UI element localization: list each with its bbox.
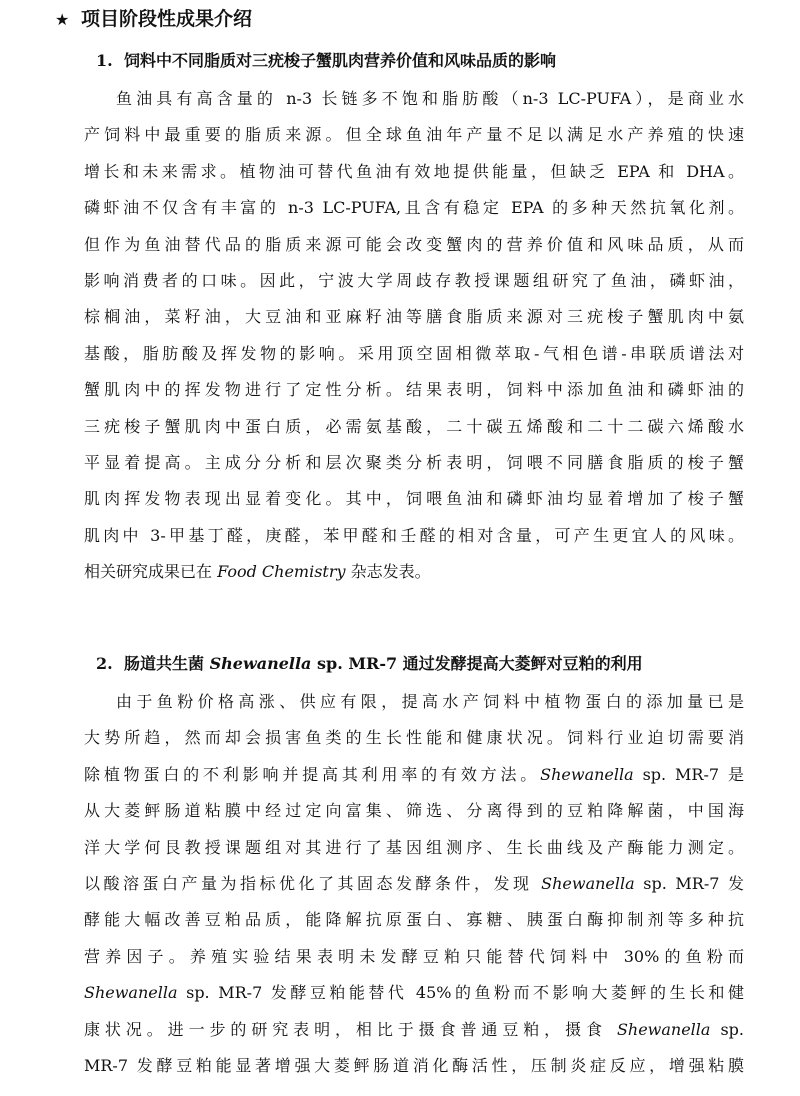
paragraph-line: 酵能大幅改善豆粕品质，能降解抗原蛋白、寡糖、胰蛋白酶抑制剂等多种抗: [84, 910, 744, 930]
item-1-paragraph: [84, 81, 744, 590]
paragraph-line: 肌肉挥发物表现出显着变化。其中，饲喂鱼油和磷虾油均显着增加了梭子蟹: [84, 489, 744, 509]
text-fragment: sp. MR-7 是: [633, 764, 744, 784]
paragraph-line: 肌肉中 3-甲基丁醛，庚醛，苯甲醛和壬醛的相对含量，可产生更宜人的风味。: [84, 525, 744, 545]
text-fragment: 杂志发表。: [345, 562, 431, 582]
title-fragment: 肠道共生菌: [124, 654, 210, 673]
text-fragment: 以酸溶蛋白产量为指标优化了其固态发酵条件，发现: [84, 873, 542, 893]
paragraph-line: 棕榈油，菜籽油，大豆油和亚麻籽油等膳食脂质来源对三疣梭子蟹肌肉中氨: [84, 307, 744, 327]
paragraph-line: [84, 757, 744, 793]
text-fragment: sp. MR-7 发: [634, 873, 744, 893]
paragraph-line: 磷虾油不仅含有丰富的 n-3 LC-PUFA,且含有稳定 EPA 的多种天然抗氧化剂。: [84, 198, 744, 218]
species-name: Shewanella: [209, 654, 312, 673]
paragraph-line: [84, 975, 744, 1011]
paragraph-line: [84, 554, 744, 590]
star-icon: ★: [55, 10, 70, 29]
item-1-title: [96, 49, 556, 73]
paragraph-line: [84, 1012, 744, 1048]
paragraph-line: 鱼油具有高含量的 n-3 长链多不饱和脂肪酸（n-3 LC-PUFA），是商业水: [116, 89, 744, 108]
paragraph-line: 大势所趋，然而却会损害鱼类的生长性能和健康状况。饲料行业迫切需要消: [84, 728, 744, 748]
paragraph-line: [84, 866, 744, 902]
paragraph-line: 但作为鱼油替代品的脂质来源可能会改变蟹肉的营养价值和风味品质，从而: [84, 234, 744, 254]
paragraph-line: MR-7 发酵豆粕能显著增强大菱鲆肠道消化酶活性，压制炎症反应，增强粘膜: [84, 1055, 744, 1075]
species-name: Shewanella: [616, 1019, 711, 1039]
paragraph-line: 平显着提高。主成分分析和层次聚类分析表明，饲喂不同膳食脂质的梭子蟹: [84, 452, 744, 472]
item-2-paragraph: [84, 684, 744, 1084]
species-name: Shewanella: [84, 983, 178, 1003]
paragraph-line: 从大菱鲆肠道粘膜中经过定向富集、筛选、分离得到的豆粕降解菌，中国海: [84, 801, 744, 821]
text-fragment: 康状况。进一步的研究表明，相比于摄食普通豆粕，摄食: [84, 1019, 617, 1039]
item-2-title: [96, 652, 643, 676]
species-name: Shewanella: [541, 873, 635, 893]
species-name: Shewanella: [540, 764, 634, 784]
paragraph-line: 增长和未来需求。植物油可替代鱼油有效地提供能量，但缺乏 EPA 和 DHA。: [84, 161, 744, 181]
paragraph-line: 洋大学何艮教授课题组对其进行了基因组测序、生长曲线及产酶能力测定。: [84, 837, 744, 857]
text-fragment: sp. MR-7 发酵豆粕能替代 45%的鱼粉而不影响大菱鲆的生长和健: [177, 983, 744, 1003]
paragraph-line: 产饲料中最重要的脂质来源。但全球鱼油年产量不足以满足水产养殖的快速: [84, 125, 744, 145]
paragraph-line: 由于鱼粉价格高涨、供应有限，提高水产饲料中植物蛋白的添加量已是: [116, 692, 744, 711]
item-2-number: 2.: [96, 654, 113, 673]
item-1-title-text: 饲料中不同脂质对三疣梭子蟹肌肉营养价值和风味品质的影响: [124, 51, 557, 70]
text-fragment: 相关研究成果已在: [84, 562, 218, 582]
section-heading: [55, 6, 252, 32]
section-title: 项目阶段性成果介绍: [81, 8, 253, 30]
paragraph-line: 基酸，脂肪酸及挥发物的影响。采用顶空固相微萃取-气相色谱-串联质谱法对: [84, 343, 744, 363]
paragraph-line: 营养因子。养殖实验结果表明未发酵豆粕只能替代饲料中 30%的鱼粉而: [84, 946, 744, 966]
paragraph-line: 蟹肌肉中的挥发物进行了定性分析。结果表明，饲料中添加鱼油和磷虾油的: [84, 380, 744, 400]
journal-name: Food Chemistry: [217, 562, 346, 582]
paragraph-line: 影响消费者的口味。因此，宁波大学周歧存教授课题组研究了鱼油，磷虾油，: [84, 270, 744, 290]
text-fragment: 除植物蛋白的不利影响并提高其利用率的有效方法。: [84, 764, 541, 784]
item-1-number: 1.: [96, 51, 113, 70]
paragraph-line: 三疣梭子蟹肌肉中蛋白质，必需氨基酸，二十碳五烯酸和二十二碳六烯酸水: [84, 416, 744, 436]
title-fragment: sp. MR-7 通过发酵提高大菱鲆对豆粕的利用: [311, 654, 643, 673]
text-fragment: sp.: [710, 1019, 744, 1039]
